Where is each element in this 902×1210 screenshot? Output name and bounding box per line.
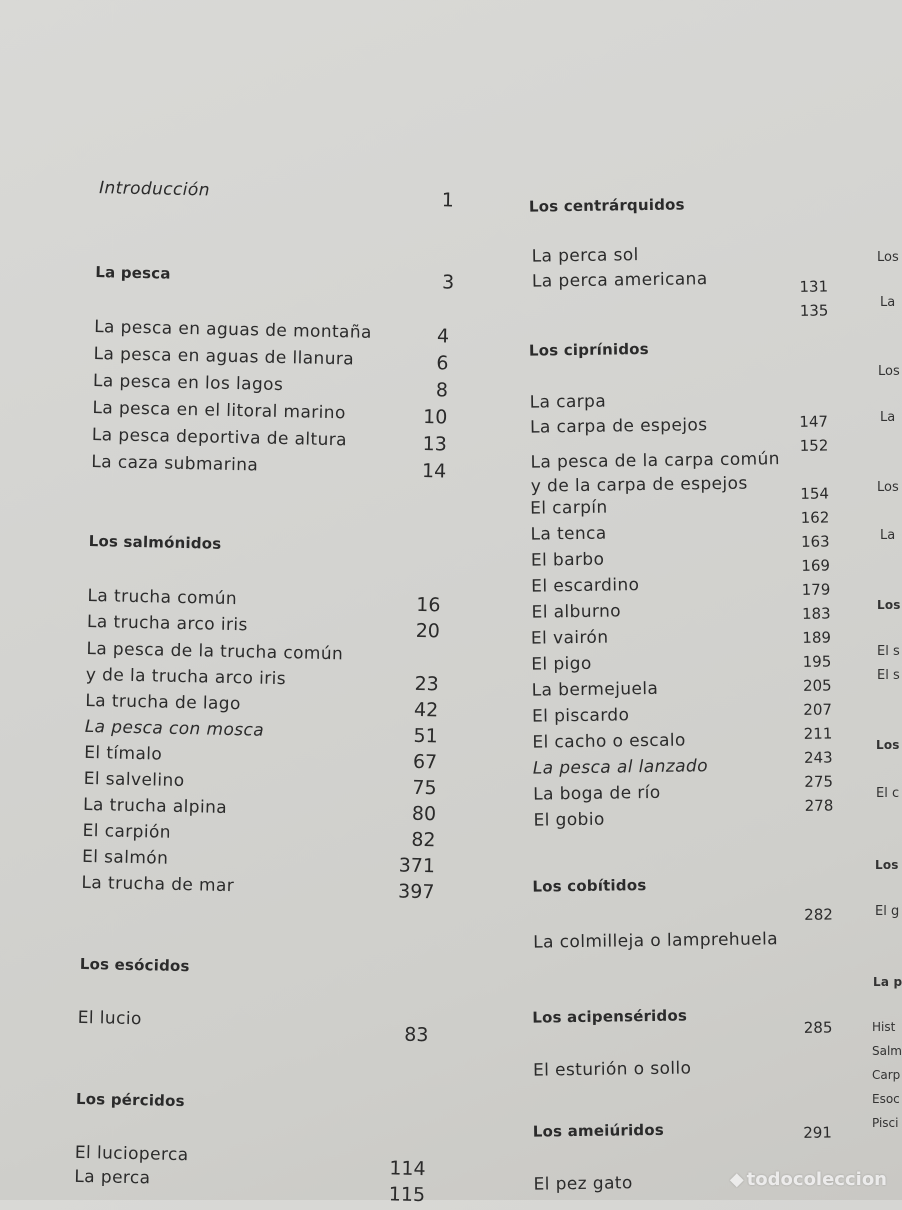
intro-label: Introducción (98, 178, 211, 201)
clipped-text: Pisci (872, 1116, 899, 1130)
section-heading-los-percidos: Los pércidos (75, 1089, 185, 1111)
clipped-text: El s (877, 644, 900, 659)
index-page: 285 (803, 1018, 833, 1037)
clipped-text: Carp (872, 1068, 901, 1082)
clipped-text: La (880, 528, 896, 543)
index-entry: La pesca en el litoral marino (92, 398, 346, 424)
index-entry: El gobio (533, 809, 605, 831)
index-entry: El lucio (77, 1007, 142, 1030)
index-page: 13 (422, 432, 448, 456)
index-page: 42 (413, 698, 439, 722)
index-entry: El salmón (81, 846, 169, 869)
index-page: 278 (804, 796, 834, 815)
clipped-text: Los (877, 480, 899, 495)
index-page: 152 (799, 436, 829, 455)
index-page: 80 (411, 802, 437, 826)
index-page: 83 (404, 1023, 429, 1047)
index-entry: El salvelino (83, 768, 185, 792)
index-page: 189 (802, 628, 832, 647)
index-page: 114 (389, 1157, 426, 1181)
index-entry: y de la trucha arco iris (85, 664, 287, 690)
index-entry: La perca americana (531, 269, 708, 292)
index-entry: La pesca en los lagos (92, 371, 284, 396)
index-page: 4 (436, 325, 450, 348)
index-entry: La perca (74, 1166, 151, 1189)
index-page: 131 (799, 277, 829, 296)
index-entry: El cacho o escalo (532, 730, 686, 753)
index-page: 183 (801, 604, 831, 623)
section-heading-los-cobitidos: Los cobítidos (532, 876, 647, 896)
watermark-text: todocoleccion (746, 1169, 887, 1190)
section-heading-los-ameiuridos: Los ameiúridos (532, 1120, 665, 1141)
index-entry: La pesca de la carpa común (530, 449, 781, 473)
index-entry: El carpín (530, 497, 608, 519)
index-entry: La pesca de la trucha común (86, 638, 344, 665)
section-heading-los-acipenseridos: Los acipenséridos (532, 1006, 688, 1027)
index-entry: El carpión (82, 820, 172, 843)
index-page: 75 (412, 776, 437, 800)
index-page: 20 (415, 619, 441, 643)
clipped-text: El g (875, 904, 900, 919)
index-page: 135 (799, 301, 829, 320)
index-entry: La carpa (529, 391, 607, 413)
clipped-text: Salm (872, 1044, 902, 1058)
section-heading-los-esocidos: Los esócidos (79, 954, 190, 976)
index-entry: El esturión o sollo (532, 1058, 692, 1081)
index-entry: La pesca deportiva de altura (91, 425, 348, 451)
index-page: 397 (397, 880, 435, 904)
index-entry: La pesca con mosca (84, 716, 265, 741)
intro-page: 1 (441, 189, 455, 212)
index-entry: El pigo (531, 653, 592, 675)
index-entry: La pesca en aguas de montaña (93, 317, 373, 343)
index-page: 154 (800, 484, 830, 503)
index-page: 162 (800, 508, 830, 527)
index-entry: La pesca en aguas de llanura (93, 344, 355, 370)
diamond-icon: ◆ (729, 1169, 744, 1190)
index-page: 243 (803, 748, 833, 767)
index-page: 82 (411, 828, 436, 852)
clipped-text: La (880, 295, 896, 310)
index-entry: La trucha de lago (85, 690, 241, 715)
index-page: 275 (804, 772, 834, 791)
index-page: 169 (801, 556, 831, 575)
section-heading-la-pesca: La pesca (95, 263, 171, 283)
index-page: 205 (802, 676, 832, 695)
index-page: 195 (802, 652, 832, 671)
index-page: 115 (388, 1183, 426, 1207)
index-entry: El tímalo (84, 742, 163, 765)
index-page: 211 (803, 724, 833, 743)
index-entry: La trucha de mar (81, 872, 235, 897)
index-entry: El piscardo (531, 705, 630, 727)
index-entry: La trucha alpina (82, 794, 228, 818)
clipped-text: La (880, 410, 896, 425)
index-page: 51 (413, 724, 438, 748)
index-page: 67 (412, 750, 438, 774)
index-page: 179 (801, 580, 831, 599)
index-entry: El pez gato (533, 1173, 633, 1195)
clipped-text: Los (877, 598, 901, 612)
index-entry: La caza submarina (91, 452, 259, 476)
index-page: 16 (416, 593, 441, 617)
clipped-text: El c (876, 786, 900, 801)
index-entry: La trucha común (87, 585, 238, 610)
index-entry: El barbo (530, 549, 605, 571)
index-entry: La bermejuela (531, 678, 659, 701)
index-page: 291 (803, 1123, 833, 1142)
index-entry: La pesca al lanzado (532, 756, 709, 779)
clipped-text: Los (877, 250, 899, 265)
section-heading-los-ciprinidos: Los ciprínidos (528, 339, 649, 360)
index-page: 147 (799, 412, 829, 431)
clipped-text: El s (877, 668, 900, 683)
index-entry: y de la carpa de espejos (530, 473, 748, 497)
index-entry: La colmilleja o lamprehuela (533, 929, 779, 953)
clipped-text: Los (876, 738, 900, 752)
index-page: 14 (421, 459, 447, 483)
index-page: 8 (435, 379, 449, 402)
section-heading-los-salmonidos: Los salmónidos (88, 531, 222, 553)
clipped-text: Los (875, 858, 899, 872)
index-entry: La boga de río (533, 782, 661, 805)
index-entry: El vairón (530, 627, 609, 649)
section-page-la-pesca: 3 (441, 271, 455, 294)
clipped-text: La p (873, 975, 902, 989)
clipped-text: Hist (872, 1020, 896, 1034)
index-page: 6 (436, 352, 449, 375)
clipped-text: Esoc (872, 1092, 900, 1106)
index-page: 163 (800, 532, 830, 551)
index-entry: La perca sol (531, 245, 639, 267)
index-entry: El alburno (531, 601, 622, 623)
index-page: 282 (804, 905, 833, 924)
index-entry: La tenca (530, 523, 607, 545)
section-heading-los-centrarquidos: Los centrárquidos (528, 195, 685, 216)
clipped-text: Los (878, 364, 900, 379)
index-page: 23 (414, 672, 439, 696)
index-entry: El lucioperca (74, 1142, 189, 1166)
index-page: 371 (398, 854, 436, 878)
index-page: 207 (803, 700, 833, 719)
index-entry: El escardino (531, 575, 640, 597)
index-entry: La trucha arco iris (86, 611, 248, 636)
watermark-logo (730, 1169, 887, 1190)
index-page: 10 (422, 405, 448, 429)
index-entry: La carpa de espejos (529, 415, 708, 438)
